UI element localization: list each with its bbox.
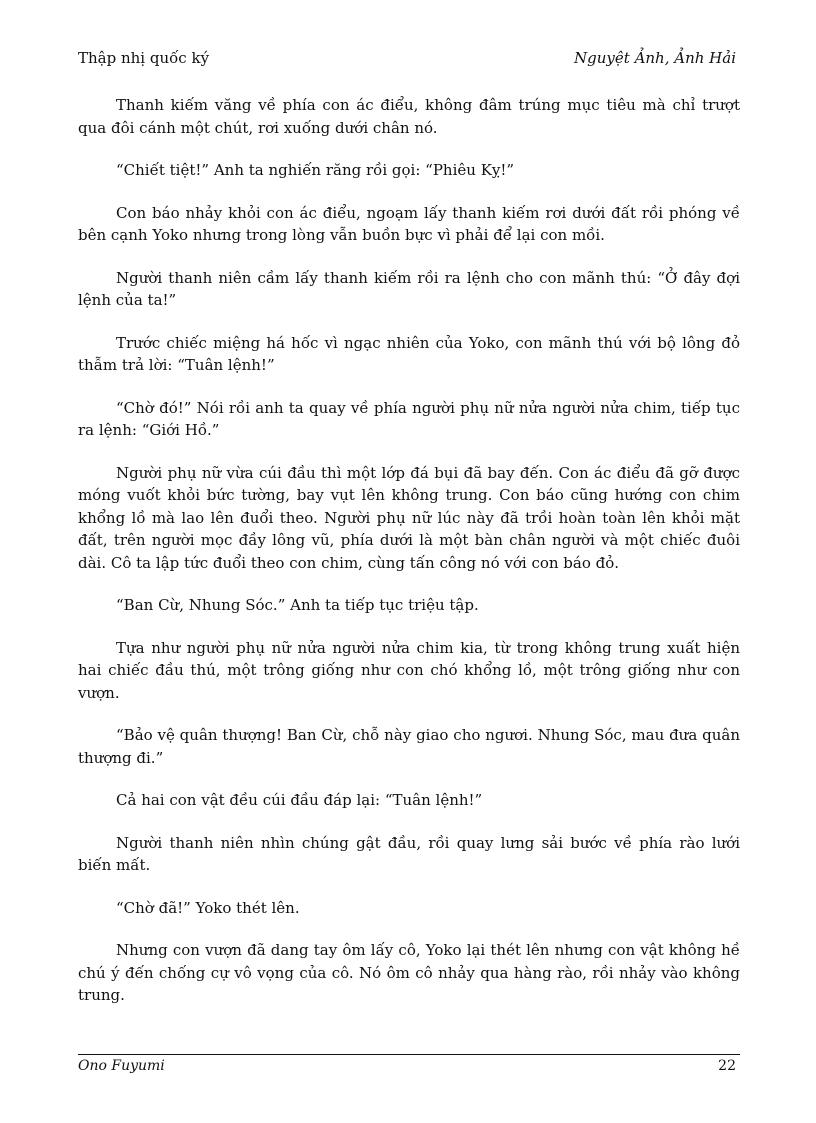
footer-divider [78,1054,740,1055]
body-text [78,94,740,1027]
author-name: Ono Fuyumi [78,1058,165,1074]
paragraph: Thanh kiếm văng về phía con ác điểu, không đâm trúng mục tiêu mà chỉ trượt qua đôi cánh một chút, rơi xuống dưới chân nó. [78,96,740,137]
paragraph: Người phụ nữ vừa cúi đầu thì một lớp đá bụi đã bay đến. Con ác điểu đã gỡ được móng vuốt khỏi bức tường, bay vụt lên không trung. Con báo cũng hướng con chim khổng lồ mà lao lên đuổi theo. Người phụ nữ lúc này đã trồi hoàn toàn lên khỏi mặt đất, trên người mọc đầy lông vũ, phía dưới là một bàn chân người và một chiếc đuôi dài. Cô ta lập tức đuổi theo con chim, cùng tấn công nó với con báo đỏ. [78,463,740,572]
paragraph: Nhưng con vượn đã dang tay ôm lấy cô, Yoko lại thét lên nhưng con vật không hề chú ý đến chống cự vô vọng của cô. Nó ôm cô nhảy qua hàng rào, rồi nhảy vào không trung. [78,941,740,1004]
paragraph: Người thanh niên nhìn chúng gật đầu, rồi quay lưng sải bước về phía rào lưới biến mất. [78,833,740,874]
paragraph: Con báo nhảy khỏi con ác điểu, ngoạm lấy thanh kiếm rơi dưới đất rồi phóng về bên cạnh Yoko nhưng trong lòng vẫn buồn bực vì phải để lại con mồi. [78,203,740,244]
paragraph: “Chờ đó!” Nói rồi anh ta quay về phía người phụ nữ nửa người nửa chim, tiếp tục ra lệnh: “Giới Hồ.” [78,398,740,439]
paragraph: Trước chiếc miệng há hốc vì ngạc nhiên của Yoko, con mãnh thú với bộ lông đỏ thẫm trả lời: “Tuân lệnh!” [78,333,740,374]
chapter-title: Nguyệt Ảnh, Ảnh Hải [574,49,736,67]
paragraph: “Chờ đã!” Yoko thét lên. [116,898,300,917]
paragraph: “Chiết tiệt!” Anh ta nghiến răng rồi gọi: “Phiêu Kỵ!” [116,161,515,179]
paragraph: “Bảo vệ quân thượng! Ban Cừ, chỗ này giao cho ngươi. Nhung Sóc, mau đưa quân thượng đi.” [78,726,740,767]
page-header [78,49,736,71]
book-title: Thập nhị quốc ký [78,49,210,67]
paragraph: Cả hai con vật đều cúi đầu đáp lại: “Tuân lệnh!” [116,791,483,809]
paragraph: Tựa như người phụ nữ nửa người nửa chim kia, từ trong không trung xuất hiện hai chiếc đầu thú, một trông giống như con chó khổng lồ, một trông giống như con vượn. [78,638,740,702]
paragraph: “Ban Cừ, Nhung Sóc.” Anh ta tiếp tục triệu tập. [116,596,479,614]
paragraph: Người thanh niên cầm lấy thanh kiếm rồi ra lệnh cho con mãnh thú: “Ở đây đợi lệnh của ta!” [78,268,740,309]
page-number: 22 [718,1058,736,1074]
